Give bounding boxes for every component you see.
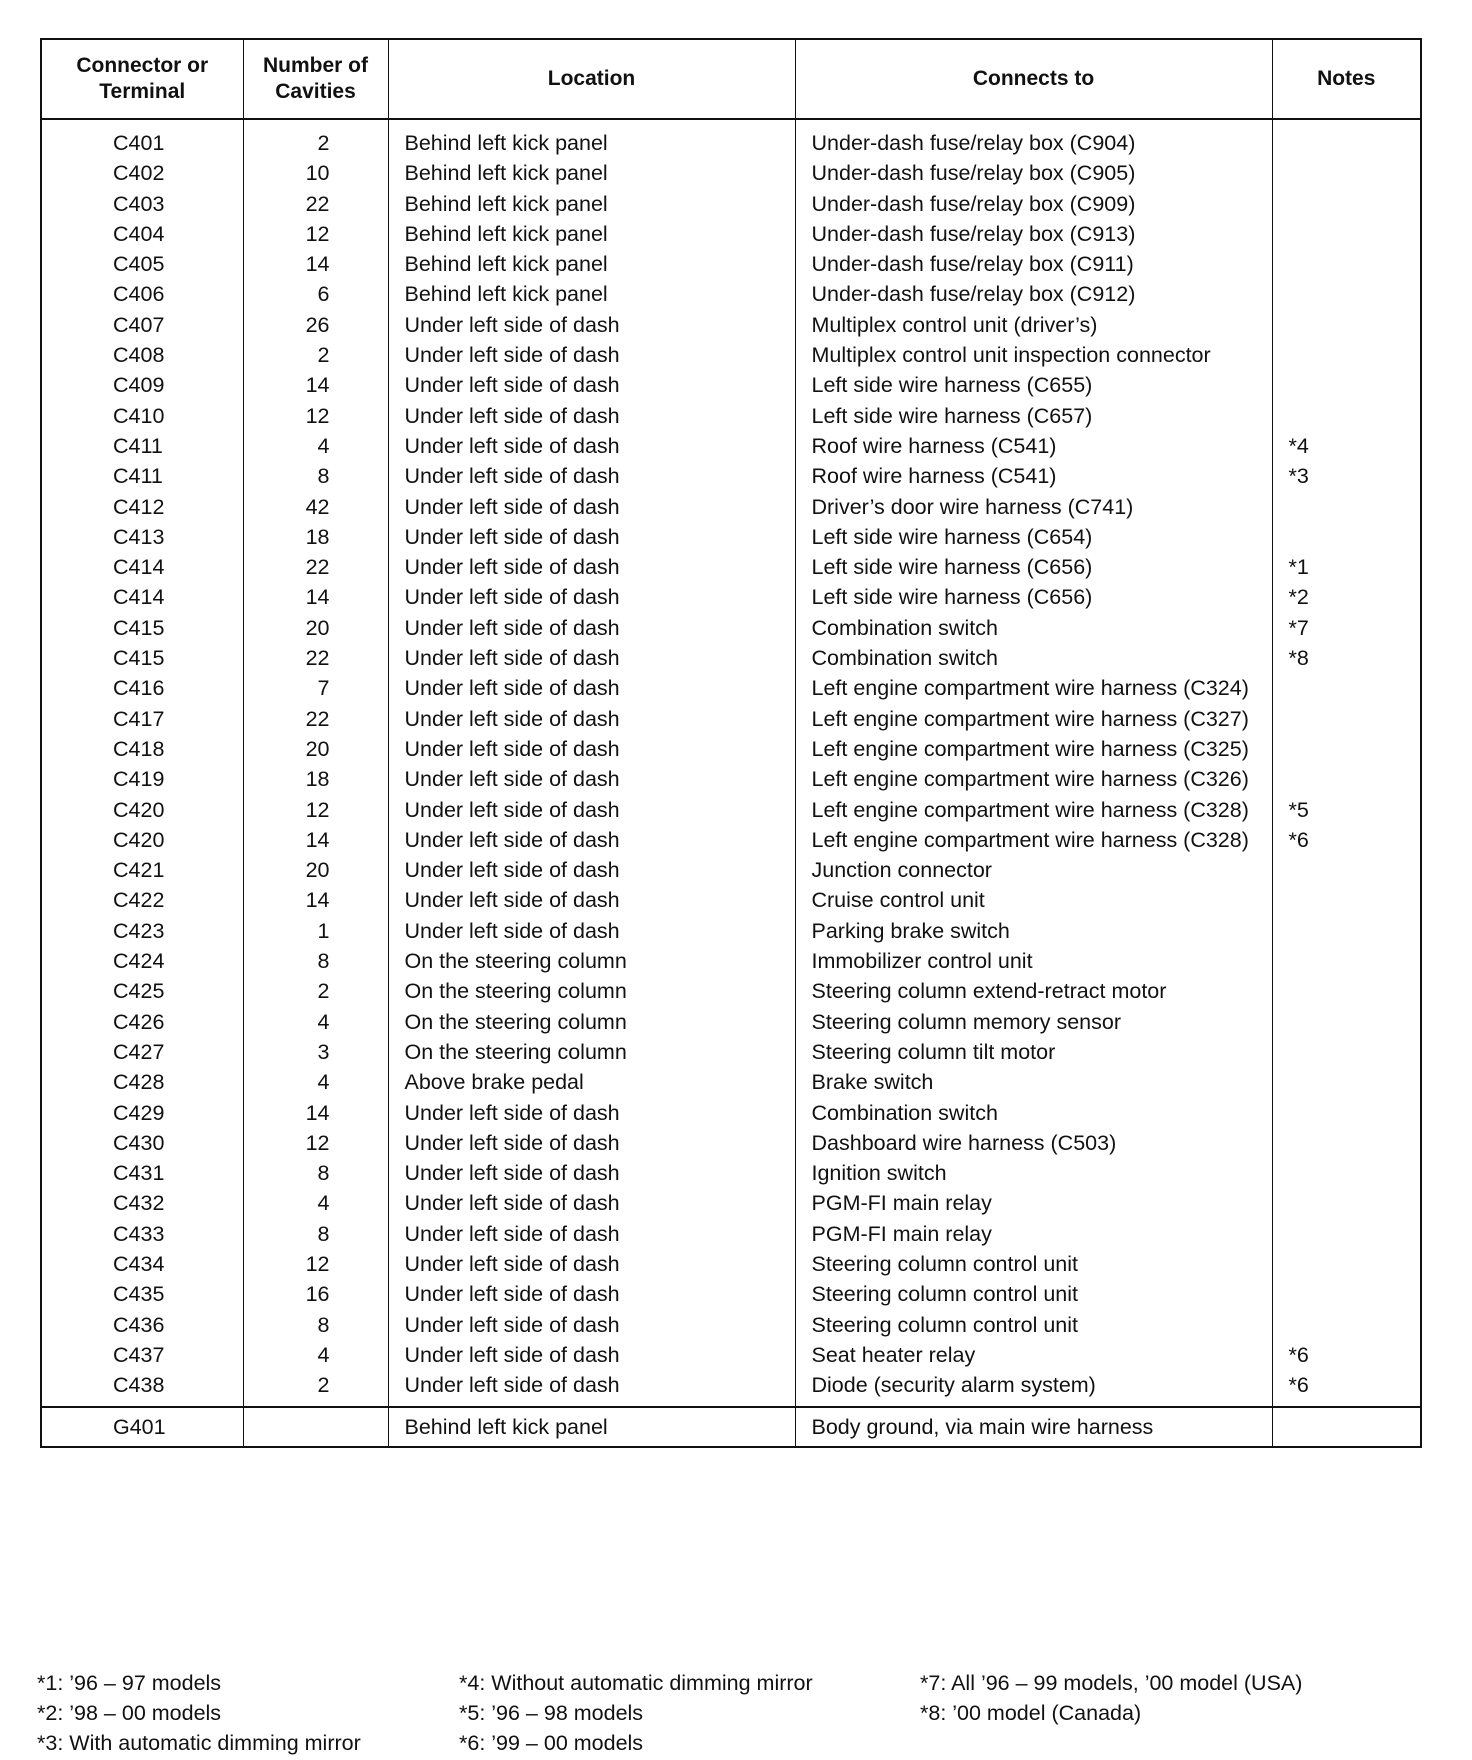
connects-to-cell: Left engine compartment wire harness (C324) [795, 673, 1272, 703]
cavities-cell: 14 [243, 582, 388, 612]
connects-to-cell: Steering column tilt motor [795, 1037, 1272, 1067]
cavities-cell: 26 [243, 310, 388, 340]
cavities-cell: 22 [243, 704, 388, 734]
connects-to-cell: Dashboard wire harness (C503) [795, 1128, 1272, 1158]
table-row [41, 461, 1421, 491]
cavities-cell: 18 [243, 522, 388, 552]
connects-to-cell: Left side wire harness (C656) [795, 552, 1272, 582]
table-row [41, 552, 1421, 582]
location-cell: On the steering column [388, 976, 795, 1006]
cavities-cell: 12 [243, 219, 388, 249]
cavities-cell: 12 [243, 1128, 388, 1158]
location-cell: Under left side of dash [388, 1249, 795, 1279]
location-cell: Under left side of dash [388, 795, 795, 825]
cavities-cell: 12 [243, 795, 388, 825]
cavities-cell: 22 [243, 643, 388, 673]
connector-cell: C431 [41, 1158, 243, 1188]
cavities-cell: 12 [243, 1249, 388, 1279]
connector-cell: C426 [41, 1007, 243, 1037]
notes-cell [1272, 1188, 1421, 1218]
ground-notes [1272, 1407, 1421, 1447]
table-row [41, 340, 1421, 370]
footnote-7: *7: All ’96 – 99 models, ’00 model (USA) [920, 1671, 1303, 1695]
table-row [41, 1128, 1421, 1158]
connects-to-cell: Immobilizer control unit [795, 946, 1272, 976]
notes-cell [1272, 1310, 1421, 1340]
cavities-cell: 4 [243, 431, 388, 461]
cavities-cell: 14 [243, 249, 388, 279]
connector-cell: C404 [41, 219, 243, 249]
footnote-2: *2: ’98 – 00 models [37, 1701, 222, 1725]
connector-cell: C417 [41, 704, 243, 734]
location-cell: Behind left kick panel [388, 249, 795, 279]
notes-cell [1272, 916, 1421, 946]
cavities-cell: 7 [243, 673, 388, 703]
connector-cell: C411 [41, 461, 243, 491]
cavities-cell: 4 [243, 1007, 388, 1037]
ground-section [41, 1407, 1421, 1447]
table-row [41, 916, 1421, 946]
notes-cell [1272, 976, 1421, 1006]
notes-cell [1272, 734, 1421, 764]
connector-cell: C408 [41, 340, 243, 370]
location-cell: Under left side of dash [388, 613, 795, 643]
connector-cell: C410 [41, 401, 243, 431]
table-row [41, 1249, 1421, 1279]
notes-cell [1272, 1067, 1421, 1097]
location-cell: Under left side of dash [388, 370, 795, 400]
connects-to-cell: Combination switch [795, 613, 1272, 643]
location-cell: Above brake pedal [388, 1067, 795, 1097]
cavities-cell: 8 [243, 1219, 388, 1249]
notes-cell [1272, 1279, 1421, 1309]
notes-cell: *5 [1272, 795, 1421, 825]
cavities-cell: 4 [243, 1188, 388, 1218]
table-row [41, 492, 1421, 522]
connects-to-cell: Under-dash fuse/relay box (C913) [795, 219, 1272, 249]
connector-cell: C416 [41, 673, 243, 703]
notes-cell [1272, 158, 1421, 188]
location-cell: Under left side of dash [388, 1188, 795, 1218]
location-cell: Under left side of dash [388, 1279, 795, 1309]
cavities-cell: 2 [243, 119, 388, 158]
connects-to-cell: Under-dash fuse/relay box (C911) [795, 249, 1272, 279]
table-row [41, 522, 1421, 552]
location-cell: On the steering column [388, 946, 795, 976]
connects-to-cell: Junction connector [795, 855, 1272, 885]
connector-cell: C415 [41, 613, 243, 643]
location-cell: Under left side of dash [388, 764, 795, 794]
location-cell: Under left side of dash [388, 734, 795, 764]
cavities-cell: 4 [243, 1340, 388, 1370]
location-cell: Under left side of dash [388, 1219, 795, 1249]
cavities-cell: 22 [243, 552, 388, 582]
cavities-cell: 12 [243, 401, 388, 431]
ground-connects-to: Body ground, via main wire harness [795, 1407, 1272, 1447]
footnotes [37, 1668, 1437, 1758]
connector-cell: C422 [41, 885, 243, 915]
location-cell: Behind left kick panel [388, 119, 795, 158]
table-row [41, 704, 1421, 734]
connector-cell: C433 [41, 1219, 243, 1249]
table-row [41, 370, 1421, 400]
cavities-cell: 20 [243, 734, 388, 764]
footnote-5: *5: ’96 – 98 models [459, 1701, 644, 1725]
location-cell: Under left side of dash [388, 855, 795, 885]
connects-to-cell: Under-dash fuse/relay box (C912) [795, 279, 1272, 309]
connector-cell: C409 [41, 370, 243, 400]
cavities-cell: 14 [243, 1098, 388, 1128]
connects-to-cell: Driver’s door wire harness (C741) [795, 492, 1272, 522]
table-row [41, 1037, 1421, 1067]
connector-cell: C429 [41, 1098, 243, 1128]
ground-row [41, 1407, 1421, 1447]
connects-to-cell: Steering column extend-retract motor [795, 976, 1272, 1006]
notes-cell [1272, 855, 1421, 885]
table-row [41, 643, 1421, 673]
location-cell: Under left side of dash [388, 1310, 795, 1340]
notes-cell [1272, 1158, 1421, 1188]
table-row [41, 885, 1421, 915]
cavities-cell: 14 [243, 885, 388, 915]
table-row [41, 1219, 1421, 1249]
notes-cell: *6 [1272, 1370, 1421, 1407]
notes-cell [1272, 492, 1421, 522]
cavities-cell: 8 [243, 946, 388, 976]
table-row [41, 1007, 1421, 1037]
notes-cell [1272, 1128, 1421, 1158]
location-cell: On the steering column [388, 1007, 795, 1037]
table-row [41, 795, 1421, 825]
location-cell: Under left side of dash [388, 431, 795, 461]
cavities-cell: 1 [243, 916, 388, 946]
table-row [41, 1158, 1421, 1188]
notes-cell [1272, 189, 1421, 219]
location-cell: Under left side of dash [388, 401, 795, 431]
notes-cell [1272, 249, 1421, 279]
table-row [41, 119, 1421, 158]
header-connects-to: Connects to [795, 39, 1272, 119]
header-connector: Connector or Terminal [41, 39, 243, 119]
location-cell: Under left side of dash [388, 522, 795, 552]
connects-to-cell: PGM-FI main relay [795, 1188, 1272, 1218]
connector-table [40, 38, 1422, 1448]
connects-to-cell: Multiplex control unit inspection connector [795, 340, 1272, 370]
connects-to-cell: Under-dash fuse/relay box (C905) [795, 158, 1272, 188]
connector-cell: C430 [41, 1128, 243, 1158]
connector-cell: C436 [41, 1310, 243, 1340]
footnote-8: *8: ’00 model (Canada) [920, 1701, 1142, 1725]
connects-to-cell: Left engine compartment wire harness (C328) [795, 825, 1272, 855]
connects-to-cell: PGM-FI main relay [795, 1219, 1272, 1249]
connects-to-cell: Left side wire harness (C657) [795, 401, 1272, 431]
connector-cell: C414 [41, 582, 243, 612]
connector-cell: C420 [41, 825, 243, 855]
connector-cell: C421 [41, 855, 243, 885]
table-row [41, 1188, 1421, 1218]
connects-to-cell: Combination switch [795, 1098, 1272, 1128]
table-row [41, 310, 1421, 340]
notes-cell [1272, 401, 1421, 431]
connects-to-cell: Left side wire harness (C655) [795, 370, 1272, 400]
ground-connector: G401 [41, 1407, 243, 1447]
notes-cell [1272, 522, 1421, 552]
cavities-cell: 20 [243, 613, 388, 643]
location-cell: Under left side of dash [388, 825, 795, 855]
connector-cell: C428 [41, 1067, 243, 1097]
connects-to-cell: Brake switch [795, 1067, 1272, 1097]
connector-cell: C403 [41, 189, 243, 219]
connects-to-cell: Seat heater relay [795, 1340, 1272, 1370]
ground-cavities [243, 1407, 388, 1447]
notes-cell [1272, 340, 1421, 370]
location-cell: Under left side of dash [388, 492, 795, 522]
connector-cell: C411 [41, 431, 243, 461]
cavities-cell: 22 [243, 189, 388, 219]
notes-cell [1272, 764, 1421, 794]
table-row [41, 249, 1421, 279]
notes-cell [1272, 885, 1421, 915]
header-location: Location [388, 39, 795, 119]
location-cell: Under left side of dash [388, 643, 795, 673]
table-row [41, 1340, 1421, 1370]
connects-to-cell: Multiplex control unit (driver’s) [795, 310, 1272, 340]
connector-cell: C401 [41, 119, 243, 158]
connects-to-cell: Left engine compartment wire harness (C327) [795, 704, 1272, 734]
connects-to-cell: Steering column control unit [795, 1249, 1272, 1279]
notes-cell [1272, 1037, 1421, 1067]
connector-cell: C438 [41, 1370, 243, 1407]
location-cell: Under left side of dash [388, 1158, 795, 1188]
table-row [41, 734, 1421, 764]
connects-to-cell: Parking brake switch [795, 916, 1272, 946]
connector-cell: C432 [41, 1188, 243, 1218]
table-header [41, 39, 1421, 119]
connector-table-sheet [40, 38, 1420, 1448]
notes-cell [1272, 1219, 1421, 1249]
location-cell: Under left side of dash [388, 1128, 795, 1158]
connector-cell: C435 [41, 1279, 243, 1309]
notes-cell [1272, 1249, 1421, 1279]
table-row [41, 582, 1421, 612]
notes-cell: *1 [1272, 552, 1421, 582]
cavities-cell: 2 [243, 976, 388, 1006]
footnote-1: *1: ’96 – 97 models [37, 1671, 222, 1695]
connects-to-cell: Combination switch [795, 643, 1272, 673]
connector-cell: C425 [41, 976, 243, 1006]
table-row [41, 431, 1421, 461]
table-row [41, 764, 1421, 794]
notes-cell: *4 [1272, 431, 1421, 461]
notes-cell [1272, 946, 1421, 976]
table-row [41, 1279, 1421, 1309]
table-row [41, 855, 1421, 885]
notes-cell [1272, 219, 1421, 249]
cavities-cell: 10 [243, 158, 388, 188]
connector-cell: C407 [41, 310, 243, 340]
cavities-cell: 2 [243, 340, 388, 370]
connects-to-cell: Roof wire harness (C541) [795, 431, 1272, 461]
notes-cell [1272, 279, 1421, 309]
location-cell: On the steering column [388, 1037, 795, 1067]
cavities-cell: 14 [243, 370, 388, 400]
notes-cell [1272, 310, 1421, 340]
cavities-cell: 8 [243, 1310, 388, 1340]
location-cell: Behind left kick panel [388, 279, 795, 309]
location-cell: Under left side of dash [388, 310, 795, 340]
connects-to-cell: Left side wire harness (C656) [795, 582, 1272, 612]
connects-to-cell: Steering column control unit [795, 1310, 1272, 1340]
cavities-cell: 18 [243, 764, 388, 794]
table-row [41, 1310, 1421, 1340]
cavities-cell: 42 [243, 492, 388, 522]
location-cell: Under left side of dash [388, 1098, 795, 1128]
table-row [41, 1067, 1421, 1097]
header-cavities: Number of Cavities [243, 39, 388, 119]
notes-cell [1272, 704, 1421, 734]
location-cell: Behind left kick panel [388, 158, 795, 188]
connector-cell: C402 [41, 158, 243, 188]
footnote-6: *6: ’99 – 00 models [459, 1731, 644, 1755]
connector-cell: C405 [41, 249, 243, 279]
connects-to-cell: Left engine compartment wire harness (C328) [795, 795, 1272, 825]
ground-location: Behind left kick panel [388, 1407, 795, 1447]
footnote-4: *4: Without automatic dimming mirror [459, 1671, 813, 1695]
notes-cell: *6 [1272, 825, 1421, 855]
cavities-cell: 8 [243, 1158, 388, 1188]
connects-to-cell: Roof wire harness (C541) [795, 461, 1272, 491]
notes-cell: *2 [1272, 582, 1421, 612]
table-row [41, 613, 1421, 643]
connector-cell: C434 [41, 1249, 243, 1279]
location-cell: Under left side of dash [388, 885, 795, 915]
cavities-cell: 6 [243, 279, 388, 309]
cavities-cell: 2 [243, 1370, 388, 1407]
table-row [41, 673, 1421, 703]
cavities-cell: 14 [243, 825, 388, 855]
location-cell: Under left side of dash [388, 673, 795, 703]
notes-cell: *3 [1272, 461, 1421, 491]
connects-to-cell: Under-dash fuse/relay box (C904) [795, 119, 1272, 158]
notes-cell [1272, 1007, 1421, 1037]
location-cell: Under left side of dash [388, 916, 795, 946]
connects-to-cell: Under-dash fuse/relay box (C909) [795, 189, 1272, 219]
notes-cell: *6 [1272, 1340, 1421, 1370]
cavities-cell: 20 [243, 855, 388, 885]
table-row [41, 976, 1421, 1006]
connector-cell: C413 [41, 522, 243, 552]
notes-cell: *7 [1272, 613, 1421, 643]
connector-cell: C412 [41, 492, 243, 522]
table-row [41, 825, 1421, 855]
table-row [41, 219, 1421, 249]
location-cell: Under left side of dash [388, 340, 795, 370]
cavities-cell: 8 [243, 461, 388, 491]
notes-cell: *8 [1272, 643, 1421, 673]
connector-cell: C437 [41, 1340, 243, 1370]
notes-cell [1272, 1098, 1421, 1128]
connects-to-cell: Left engine compartment wire harness (C326) [795, 764, 1272, 794]
notes-cell [1272, 370, 1421, 400]
table-row [41, 279, 1421, 309]
table-row [41, 401, 1421, 431]
location-cell: Behind left kick panel [388, 189, 795, 219]
connects-to-cell: Steering column memory sensor [795, 1007, 1272, 1037]
notes-cell [1272, 673, 1421, 703]
connector-cell: C406 [41, 279, 243, 309]
cavities-cell: 4 [243, 1067, 388, 1097]
table-row [41, 189, 1421, 219]
connector-cell: C420 [41, 795, 243, 825]
cavities-cell: 3 [243, 1037, 388, 1067]
connects-to-cell: Cruise control unit [795, 885, 1272, 915]
location-cell: Under left side of dash [388, 552, 795, 582]
location-cell: Under left side of dash [388, 1340, 795, 1370]
connector-cell: C414 [41, 552, 243, 582]
connects-to-cell: Left side wire harness (C654) [795, 522, 1272, 552]
footnote-3: *3: With automatic dimming mirror [37, 1731, 361, 1755]
connector-cell: C424 [41, 946, 243, 976]
cavities-cell: 16 [243, 1279, 388, 1309]
connects-to-cell: Left engine compartment wire harness (C325) [795, 734, 1272, 764]
connector-cell: C415 [41, 643, 243, 673]
table-row [41, 1098, 1421, 1128]
connector-cell: C419 [41, 764, 243, 794]
location-cell: Under left side of dash [388, 582, 795, 612]
table-body [41, 119, 1421, 1407]
location-cell: Behind left kick panel [388, 219, 795, 249]
location-cell: Under left side of dash [388, 704, 795, 734]
connects-to-cell: Ignition switch [795, 1158, 1272, 1188]
location-cell: Under left side of dash [388, 461, 795, 491]
table-row [41, 946, 1421, 976]
connector-cell: C427 [41, 1037, 243, 1067]
header-notes: Notes [1272, 39, 1421, 119]
notes-cell [1272, 119, 1421, 158]
table-row [41, 1370, 1421, 1407]
location-cell: Under left side of dash [388, 1370, 795, 1407]
connector-cell: C418 [41, 734, 243, 764]
connects-to-cell: Diode (security alarm system) [795, 1370, 1272, 1407]
connects-to-cell: Steering column control unit [795, 1279, 1272, 1309]
table-row [41, 158, 1421, 188]
connector-cell: C423 [41, 916, 243, 946]
